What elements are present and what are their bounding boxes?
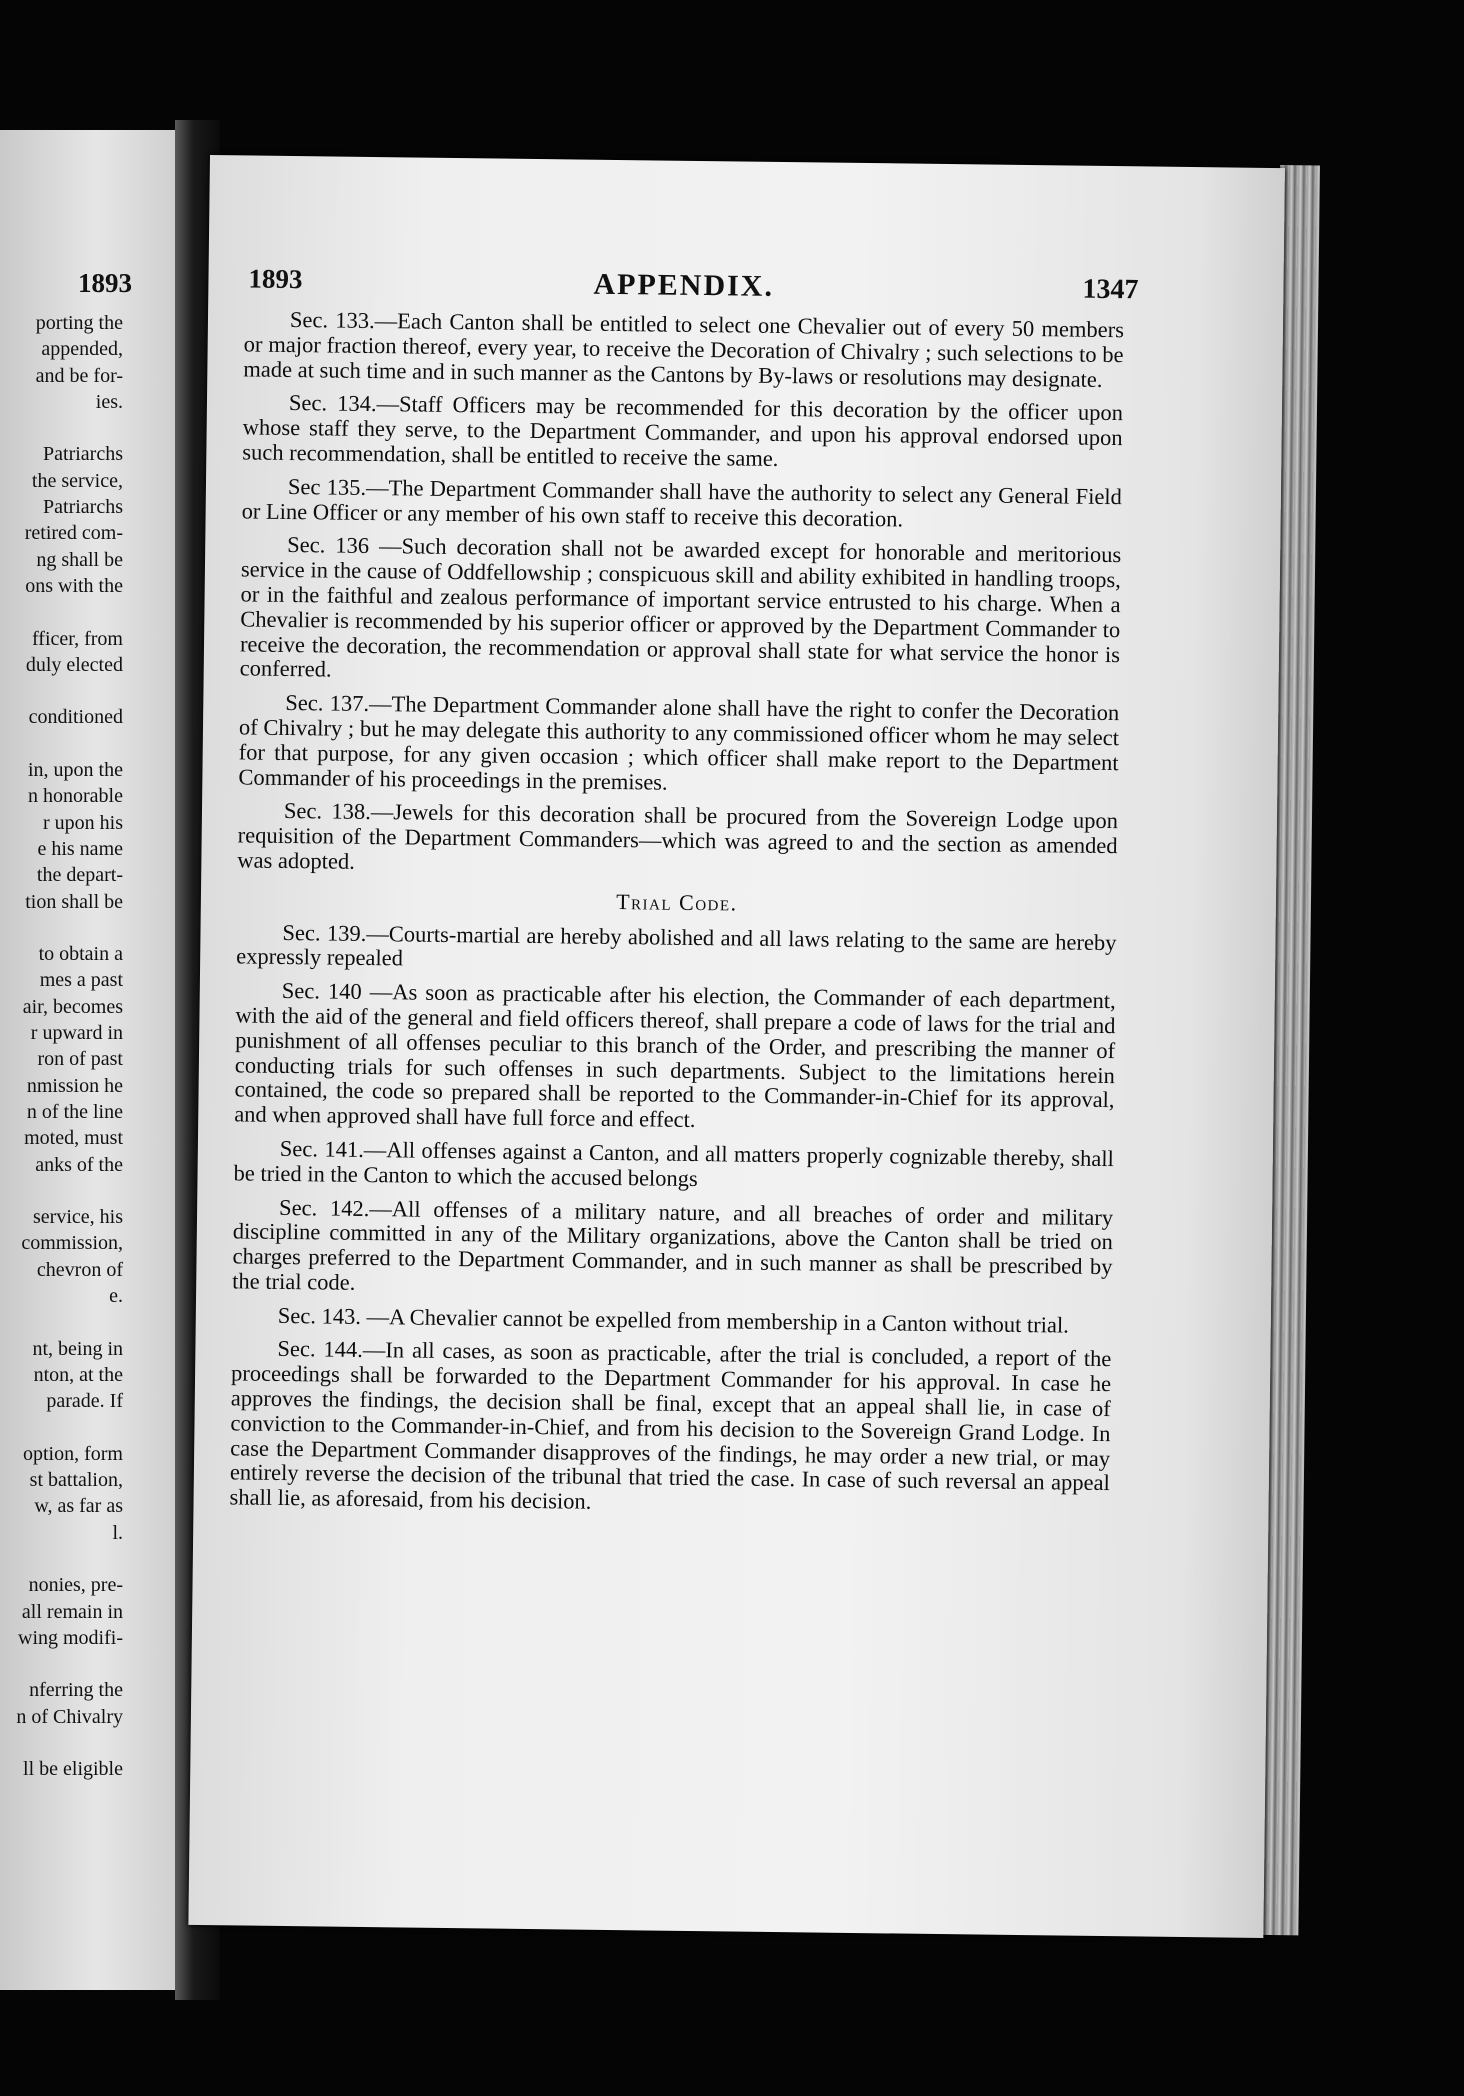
left-line: ons with the [25, 574, 123, 597]
left-line: duly elected [25, 653, 123, 676]
left-line: the service, [31, 469, 123, 492]
left-line [0, 915, 123, 941]
left-line: nonies, pre- [28, 1574, 123, 1597]
section-139: Sec. 139.—Courts-martial are hereby abolished and all laws relating to the same are hereby expressly repealed [236, 919, 1117, 971]
section-140: Sec. 140 —As soon as practicable after his election, the Commander of each department, with the aid of the general and field officers thereof, shall prepare a code of laws for the trial and punishment of all offenses peculiar to this branch of the Order, and prescribing the manner of conducting trials for such offenses in such departments. Subject to the limitations herein contained, the code so prepared shall be reported to the Commander-in-Chief for its approval, and when approved shall have full force and effect. [234, 978, 1116, 1133]
left-line: n of Chivalry [16, 1705, 123, 1728]
left-line: parade. If [46, 1390, 123, 1413]
left-line: e his name [37, 837, 123, 860]
left-line: w, as far as [34, 1495, 123, 1518]
left-facing-page [0, 130, 175, 1990]
trial-code-heading: Trial Code. [616, 888, 738, 916]
left-line [0, 1178, 123, 1204]
section-135: Sec 135.—The Department Commander shall have the authority to select any General Field or Line Officer or any member of his own staff to receive this decoration. [241, 473, 1123, 532]
left-line: st battalion, [29, 1469, 123, 1492]
header-year: 1893 [248, 263, 303, 295]
left-line: conditioned [28, 706, 123, 729]
section-133: Sec. 133.—Each Canton shall be entitled to select one Chevalier out of every 50 members or major fraction thereof, every year, to receive the Decoration of Chivalry ; such selections to be made at such time and in such manner as the Cantons by By-laws or resolutions may designate. [243, 306, 1125, 392]
section-143: Sec. 143. —A Chevalier cannot be expelled from membership in a Canton without trial. [277, 1302, 1069, 1338]
left-line: Patriarchs [43, 496, 123, 519]
section-142: Sec. 142.—All offenses of a military nature, and all breaches of order and military discipline committed in any of the Military organizations, above the Canton shall be tried on charges preferred to the Department Commander, and in such manner as shall be prescribed by the trial code. [232, 1194, 1114, 1295]
left-line [0, 1651, 123, 1677]
section-141: Sec. 141.—All offenses against a Canton, and all matters properly cognizable thereby, shall be tried in the Canton to which the accused belongs [233, 1135, 1114, 1191]
section-138: Sec. 138.—Jewels for this decoration shall be procured from the Sovereign Lodge upon requisition of the Department Commanders—which was agreed to and the section as amended was adopted. [237, 798, 1119, 874]
main-page [188, 155, 1285, 1938]
left-line [0, 1414, 123, 1440]
left-line: tion shall be [25, 890, 123, 913]
left-line [0, 1730, 123, 1756]
left-line: retired com- [24, 522, 123, 545]
section-137: Sec. 137.—The Department Commander alone shall have the right to confer the Decoration of Chivalry ; but he may delegate this authority to any commissioned officer whom he may select for that purpose, for any given occasion ; which officer shall make report to the Department Commander of his proceedings in the premises. [238, 690, 1120, 795]
running-header [248, 263, 1138, 314]
left-line: ng shall be [36, 548, 123, 571]
left-line: in, upon the [28, 759, 123, 782]
left-line: option, form [23, 1442, 123, 1465]
left-line: Patriarchs [43, 443, 123, 466]
left-line: all remain in [21, 1600, 123, 1623]
left-line: anks of the [35, 1153, 123, 1176]
left-line: ies. [95, 390, 123, 413]
left-line: appended, [41, 338, 123, 361]
left-line: service, his [33, 1206, 123, 1229]
left-line: chevron of [36, 1258, 123, 1281]
left-line: to obtain a [38, 943, 123, 966]
left-line: wing modifi- [18, 1626, 123, 1649]
left-line: n honorable [28, 785, 123, 808]
page-number: 1347 [1082, 273, 1139, 306]
header-title: APPENDIX. [593, 267, 775, 303]
left-line: ll be eligible [23, 1758, 123, 1781]
left-line: and be for- [35, 364, 123, 387]
page-body [229, 307, 1124, 1530]
left-line: nton, at the [33, 1363, 123, 1386]
left-line: commission, [21, 1232, 123, 1255]
left-line [0, 1309, 123, 1335]
left-line: l. [112, 1521, 123, 1544]
left-line: moted, must [24, 1127, 123, 1150]
left-line: nt, being in [32, 1337, 123, 1360]
left-line: ron of past [37, 1048, 123, 1071]
left-page-text [0, 310, 123, 1783]
left-line: porting the [35, 312, 123, 334]
left-line: r upon his [43, 811, 123, 834]
left-line: mes a past [39, 969, 123, 992]
left-line: fficer, from [31, 627, 123, 650]
left-line: n of the line [26, 1100, 123, 1123]
section-136: Sec. 136 —Such decoration shall not be awarded except for honorable and meritorious service in the cause of Oddfellowship ; conspicuous skill and ability exhibited in handling troops, or in the faithful and zealous performance of important service entrusted to his charge. When a Chevalier is recommended by his superior officer or approved by the Department Commander to receive the decoration, the recommendation or approval shall state for what service the honor is conferred. [239, 532, 1122, 682]
section-144: Sec. 144.—In all cases, as soon as practicable, after the trial is concluded, a report of the proceedings shall be forwarded to the Department Commander for his approval. In case he approves the findings, the decision shall be final, except that an appeal shall lie, in case of conviction to the Commander-in-Chief, and from his decision to the Sovereign Grand Lodge. In case the Department Commander disapproves of the findings, he may order a new trial, or may entirely reverse the decision of the tribunal that tried the case. In case of such reversal an appeal shall lie, as aforesaid, from his decision. [229, 1336, 1112, 1515]
left-line: e. [109, 1284, 123, 1307]
left-line: nferring the [29, 1679, 123, 1702]
left-line: nmission he [26, 1074, 123, 1097]
left-page-year: 1893 [78, 268, 132, 298]
left-line [0, 599, 123, 625]
left-line [0, 415, 123, 441]
left-line [0, 678, 123, 704]
left-line: the depart- [36, 864, 123, 887]
left-line [0, 731, 123, 757]
section-134: Sec. 134.—Staff Officers may be recommended for this decoration by the officer upon whose staff they serve, to the Department Commander, and upon his approval endorsed upon such recommendation, shall be entitled to receive the same. [242, 390, 1124, 471]
left-line: air, becomes [22, 995, 123, 1018]
left-line: r upward in [30, 1022, 123, 1045]
left-line [0, 1546, 123, 1572]
